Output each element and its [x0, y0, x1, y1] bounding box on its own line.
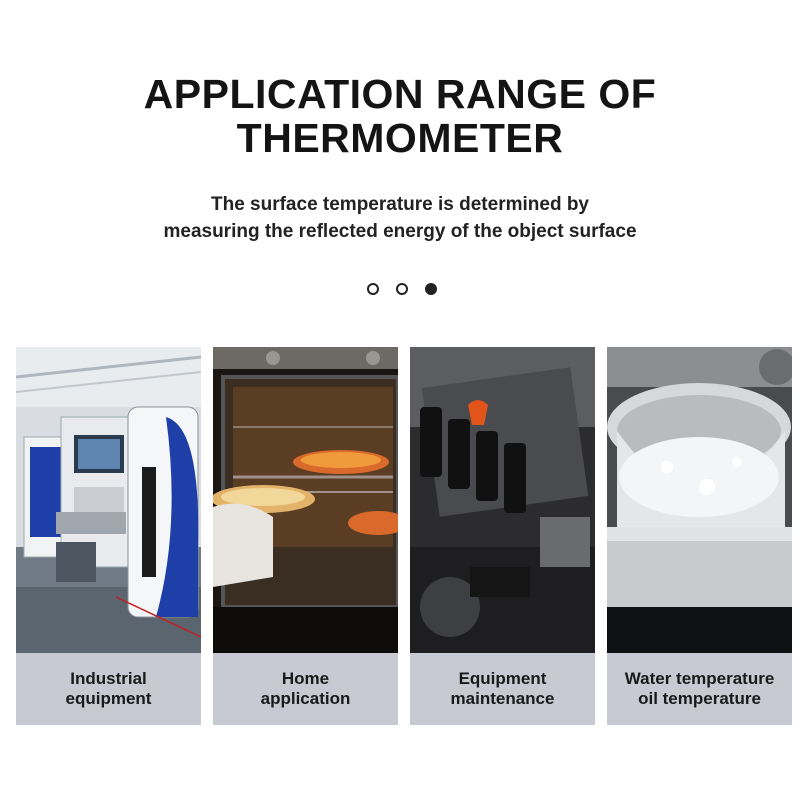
title-line-2: THERMOMETER: [236, 115, 564, 161]
card-label-line-2: application: [260, 689, 351, 708]
card-label: [213, 653, 398, 725]
card-equipment-maintenance: [410, 347, 595, 725]
boiling-pot-image: [607, 347, 792, 653]
card-industrial-equipment: [16, 347, 201, 725]
page-title: [0, 72, 800, 160]
subtitle-line-1: The surface temperature is determined by: [210, 194, 589, 215]
pagination-dot-2[interactable]: [396, 283, 408, 295]
card-label-line-2: oil temperature: [638, 689, 761, 708]
industrial-machine-image: [16, 347, 201, 653]
oven-pizza-image: [213, 347, 398, 653]
card-label: [16, 653, 201, 725]
pagination-dot-1[interactable]: [367, 283, 379, 295]
card-water-oil-temperature: [607, 347, 792, 725]
application-cards: [16, 347, 792, 725]
card-label-line-1: Home: [281, 669, 330, 688]
pagination-dots: [367, 283, 437, 295]
card-label-line-1: Industrial: [70, 669, 147, 688]
title-line-1: APPLICATION RANGE OF: [143, 71, 657, 117]
card-home-application: [213, 347, 398, 725]
card-label: [410, 653, 595, 725]
card-label-line-1: Equipment: [458, 669, 547, 688]
card-label: [607, 653, 792, 725]
page-subtitle: [0, 191, 800, 245]
card-label-line-2: equipment: [65, 689, 152, 708]
card-label-line-2: maintenance: [450, 689, 555, 708]
subtitle-line-2: measuring the reflected energy of the object surface: [163, 221, 637, 242]
pagination-dot-3-active[interactable]: [425, 283, 437, 295]
engine-image: [410, 347, 595, 653]
card-label-line-1: Water temperature: [624, 669, 775, 688]
